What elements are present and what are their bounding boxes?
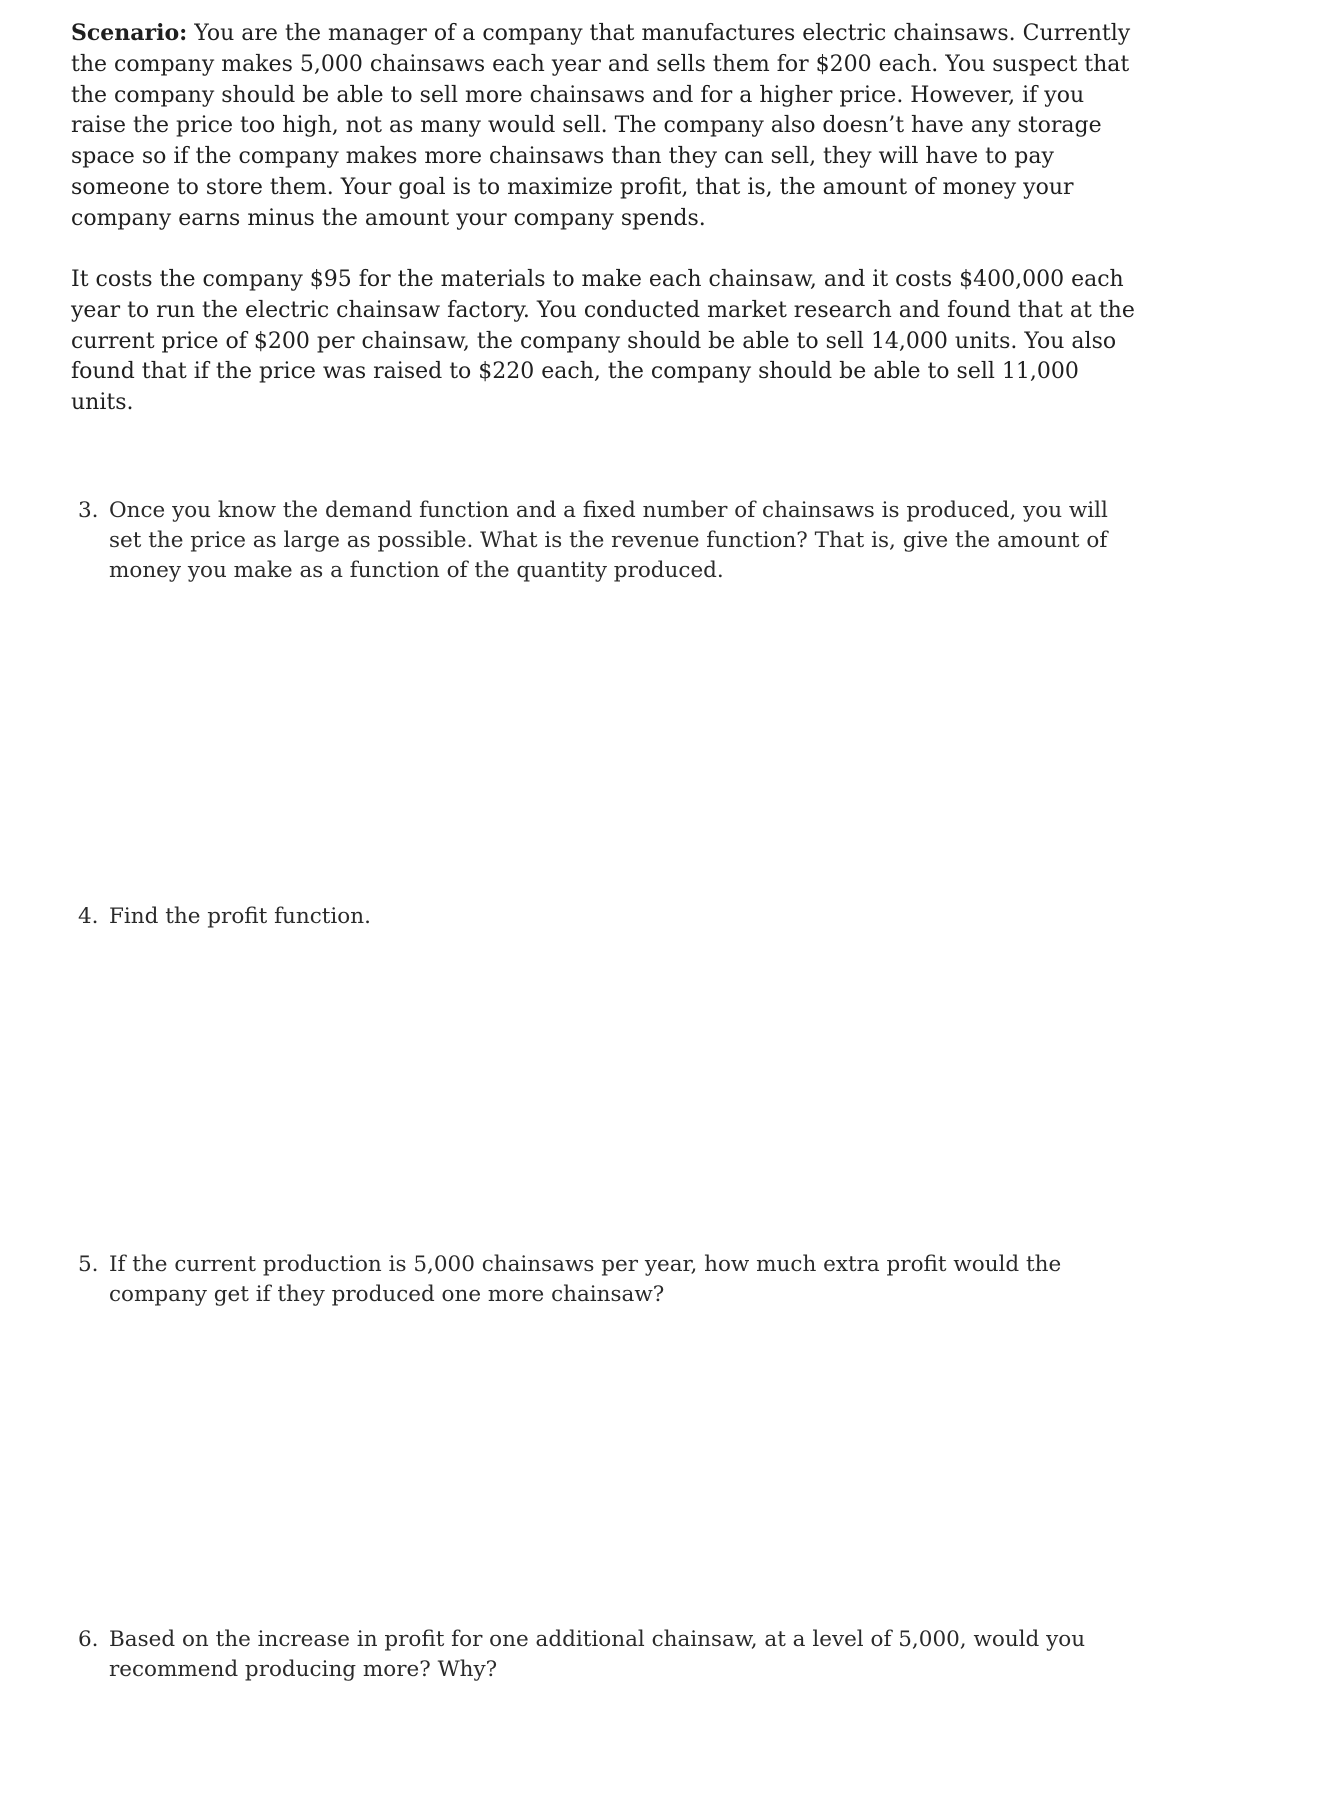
question-5-text: If the current production is 5,000 chainsaws per year, how much extra profit would the company get if they produced one more chainsaw?: [109, 1252, 1062, 1307]
question-4-text: Find the profit function.: [109, 904, 371, 929]
scenario-paragraph: [71, 18, 1146, 235]
question-6-number: 6.: [78, 1627, 99, 1652]
question-3: [78, 496, 1138, 586]
question-5-number: 5.: [78, 1252, 99, 1277]
question-3-number: 3.: [78, 498, 99, 523]
question-4-number: 4.: [78, 904, 99, 929]
question-6-text: Based on the increase in profit for one additional chainsaw, at a level of 5,000, would you recommend producing more? Why?: [109, 1627, 1086, 1682]
scenario-text: You are the manager of a company that manufactures electric chainsaws. Currently the company makes 5,000 chainsaws each year and sells them for $200 each. You suspect that the company should be able to sell more chainsaws and for a higher price. However, if you raise the price too high, not as many would sell. The company also doesn’t have any storage space so if the company makes more chainsaws than they can sell, they will have to pay someone to store them. Your goal is to maximize profit, that is, the amount of money your company earns minus the amount your company spends.: [71, 21, 1131, 231]
question-5: [78, 1250, 1138, 1310]
question-6: [78, 1625, 1138, 1685]
scenario-label: Scenario:: [71, 20, 188, 46]
question-4: [78, 902, 1138, 932]
question-3-text: Once you know the demand function and a fixed number of chainsaws is produced, you will set the price as large as possible. What is the revenue function? That is, give the amount of money you make as a function of the quantity produced.: [109, 498, 1108, 583]
costs-text: It costs the company $95 for the materials to make each chainsaw, and it costs $400,000 each year to run the electric chainsaw factory. You conducted market research and found that at the current price of $200 per chainsaw, the company should be able to sell 14,000 units. You also found that if the price was raised to $220 each, the company should be able to sell 11,000 units.: [71, 267, 1135, 416]
costs-paragraph: [71, 265, 1146, 419]
